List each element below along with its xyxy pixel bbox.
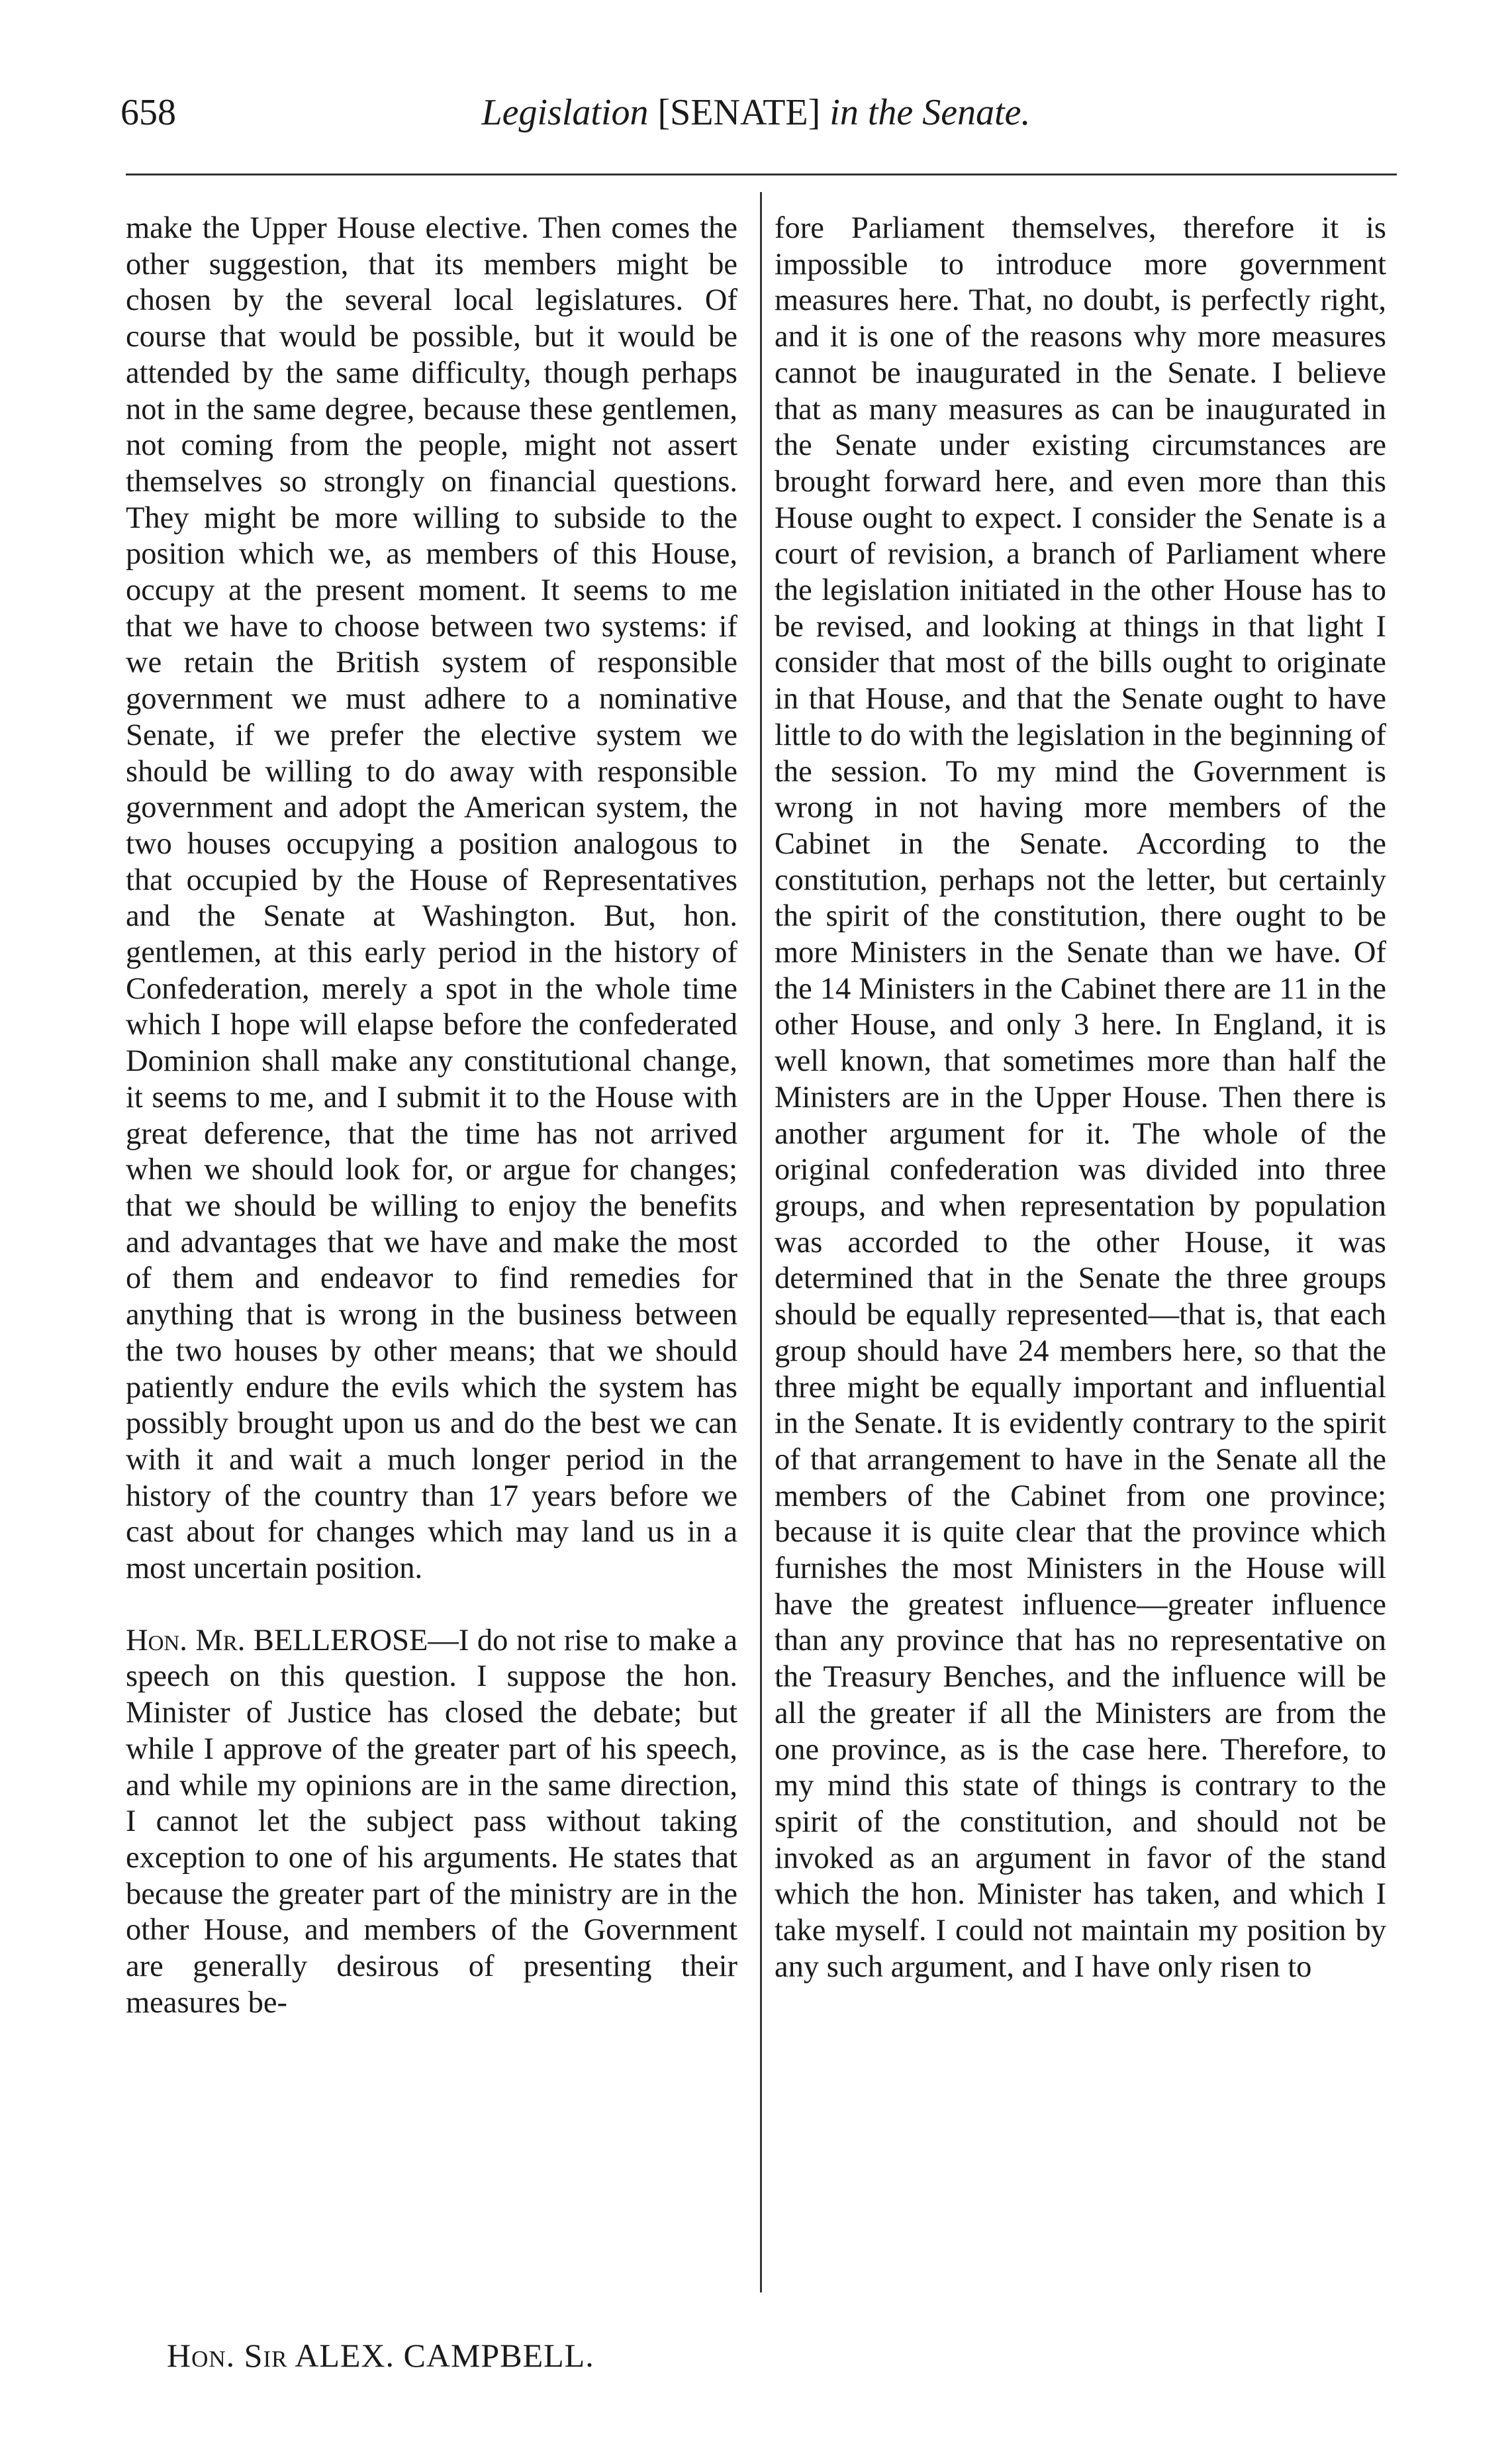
footer-speaker: Hon. Sir ALEX. CAMPBELL. <box>167 2337 594 2374</box>
left-column <box>126 211 737 2021</box>
right-paragraph-1: fore Parliament themselves, therefore it is impossible to introduce more government measures here. That, no doubt, is perfectly right, and it is one of the reasons why more measures cannot be inaugurated in the Senate. I believe that as many measures as can be inaugurated in the Senate under existing circumstances are brought forward here, and even more than this House ought to expect. I consider the Senate is a court of revision, a branch of Parliament where the legislation initiated in the other House has to be revised, and looking at things in that light I consider that most of the bills ought to originate in that House, and that the Senate ought to have little to do with the legislation in the beginning of the session. To my mind the Government is wrong in not having more members of the Cabinet in the Senate. According to the constitution, perhaps not the letter, but certainly the spirit of the constitution, there ought to be more Ministers in the Senate than we have. Of the 14 Ministers in the Cabinet there are 11 in the other House, and only 3 here. In England, it is well known, that sometimes more than half the Ministers are in the Upper House. Then there is another argument for it. The whole of the original confederation was divided into three groups, and when representation by population was accorded to the other House, it was determined that in the Senate the three groups should be equally represented—that is, that each group should have 24 members here, so that the three might be equally important and influential in the Senate. It is evidently contrary to the spirit of that arrangement to have in the Senate all the members of the Cabinet from one province; because it is quite clear that the province which furnishes the most Ministers in the House will have the greatest influence—greater influence than any province that has no representative on the Treasury Benches, and the influence will be all the greater if all the Ministers are from the one province, as is the case here. Therefore, to my mind this state of things is contrary to the spirit of the constitution, and should not be invoked as an argument in favor of the stand which the hon. Minister has taken, and which I take myself. I could not maintain my position by any such argument, and I have only risen to <box>775 211 1386 1984</box>
page-number: 658 <box>120 92 176 133</box>
running-head-legislation: Legislation <box>481 92 649 133</box>
running-head-senate: [SENATE] <box>657 92 821 133</box>
left-paragraph-2 <box>126 1623 737 2022</box>
running-head-in-the-senate: in the Senate. <box>829 92 1031 133</box>
column-divider <box>760 192 762 2292</box>
speech-text: —I do not rise to make a speech on this question. I suppose the hon. Minister of Justice has closed the debate; but while I approve of the greater part of his speech, and while my opinions are in the same direction, I cannot let the subject pass without taking exception to one of his arguments. He states that because the greater part of the ministry are in the other House, and members of the Government are generally desirous of presenting their measures be- <box>126 1623 737 2020</box>
running-head <box>0 94 1512 131</box>
header-rule <box>126 173 1397 175</box>
left-paragraph-1: make the Upper House elective. Then comes the other suggestion, that its members might be chosen by the several local legislatures. Of course that would be possible, but it would be attended by the same difficulty, though perhaps not in the same degree, because these gentlemen, not coming from the people, might not assert themselves so strongly on financial questions. They might be more willing to subside to the position which we, as members of this House, occupy at the present moment. It seems to me that we have to choose between two systems: if we retain the British system of responsible government we must adhere to a nominative Senate, if we prefer the elective system we should be willing to do away with responsible government and adopt the American system, the two houses occupying a position analogous to that occupied by the House of Representatives and the Senate at Washington. But, hon. gentlemen, at this early period in the history of Confederation, merely a spot in the whole time which I hope will elapse before the confederated Dominion shall make any constitutional change, it seems to me, and I submit it to the House with great deference, that the time has not arrived when we should look for, or argue for changes; that we should be willing to enjoy the benefits and advantages that we have and make the most of them and endeavor to find remedies for anything that is wrong in the business between the two houses by other means; that we should patiently endure the evils which the system has possibly brought upon us and do the best we can with it and wait a much longer period in the history of the country than 17 years before we cast about for changes which may land us in a most uncertain position. <box>126 211 737 1586</box>
right-column <box>775 211 1386 1985</box>
speaker-name: Hon. Mr. BELLEROSE <box>126 1623 428 1657</box>
